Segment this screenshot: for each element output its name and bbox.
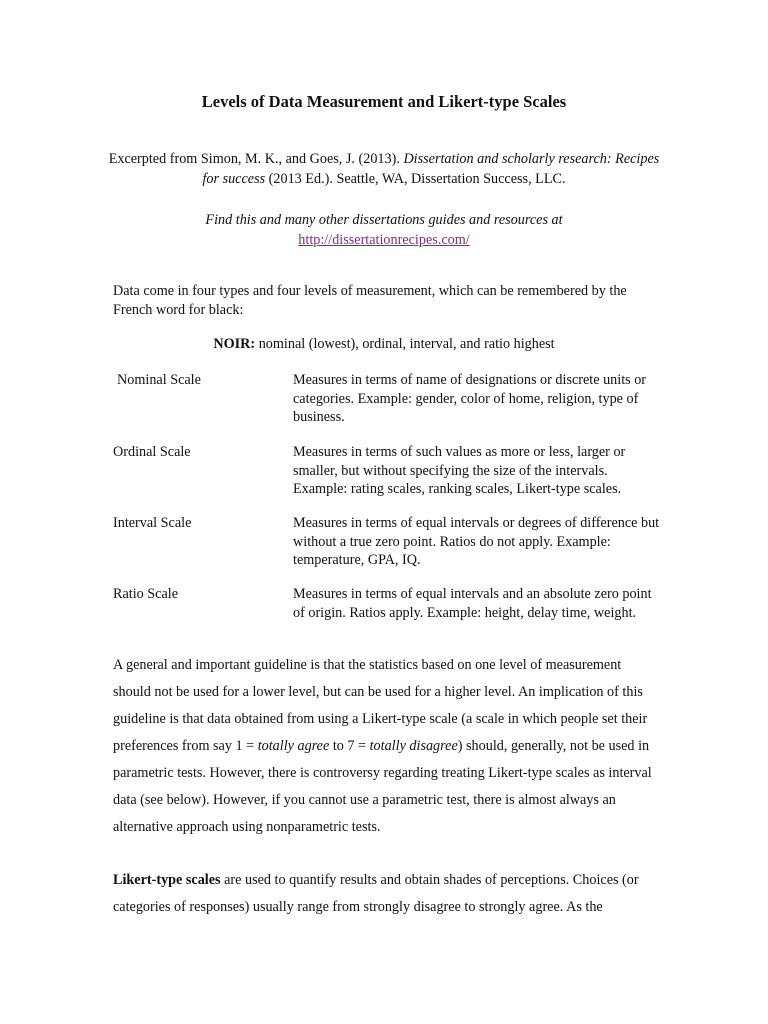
guideline-paragraph [113, 652, 658, 841]
scale-name: Interval Scale [113, 515, 192, 531]
scale-description: Measures in terms of name of designations or discrete units or categories. Example: gender, color of home, religion, type of business. [293, 372, 647, 425]
guideline-text-3: ) should, generally, not be used in parametric tests. However, there is controversy regarding treating Likert-type scales as interval data (see below). However, if you cannot use a parametric test, there is almost always an alternative approach using nonparametric tests. [113, 738, 652, 835]
scale-name: Ordinal Scale [113, 444, 191, 460]
resources-note [100, 210, 668, 250]
scale-name: Ratio Scale [113, 586, 179, 602]
totally-disagree-term: totally disagree [369, 738, 458, 754]
resources-link[interactable]: http://dissertationrecipes.com/ [298, 232, 470, 248]
intro-paragraph: Data come in four types and four levels of measurement, which can be remembered by the French word for black: [113, 283, 627, 318]
scale-name: Nominal Scale [117, 372, 201, 388]
scale-description: Measures in terms of equal intervals and an absolute zero point of origin. Ratios apply. Example: height, delay time, weight. [293, 586, 652, 621]
page-title: Levels of Data Measurement and Likert-type Scales [201, 92, 567, 111]
scale-description: Measures in terms of such values as more or less, larger or smaller, but without specifying the size of the intervals. Example: rating scales, ranking scales, Likert-type scales. [293, 444, 626, 497]
noir-line [0, 336, 768, 353]
likert-term: Likert-type scales [113, 872, 221, 888]
citation-suffix: (2013 Ed.). Seattle, WA, Dissertation Success, LLC. [265, 171, 566, 187]
totally-agree-term: totally agree [257, 738, 330, 754]
noir-label: NOIR: [213, 336, 256, 352]
citation-prefix: Excerpted from Simon, M. K., and Goes, J. (2013). [108, 151, 404, 167]
citation-book-title: Dissertation and scholarly research: Recipes for success [202, 151, 660, 187]
citation [100, 149, 668, 189]
guideline-text-2: to 7 = [329, 738, 370, 754]
resources-text: Find this and many other dissertations guides and resources at [205, 212, 563, 228]
likert-paragraph [113, 867, 658, 921]
likert-text: are used to quantify results and obtain shades of perceptions. Choices (or categories of responses) usually range from strongly disagree to strongly agree. As the [113, 872, 639, 915]
scale-description: Measures in terms of equal intervals or degrees of difference but without a true zero point. Ratios do not apply. Example: temperature, GPA, IQ. [293, 515, 660, 568]
guideline-text-1: A general and important guideline is that the statistics based on one level of measurement should not be used for a lower level, but can be used for a higher level. An implication of this guideline is that data obtained from using a Likert-type scale (a scale in which people set their preferences from say 1 = [113, 657, 648, 754]
noir-text: nominal (lowest), ordinal, interval, and ratio highest [255, 336, 555, 352]
